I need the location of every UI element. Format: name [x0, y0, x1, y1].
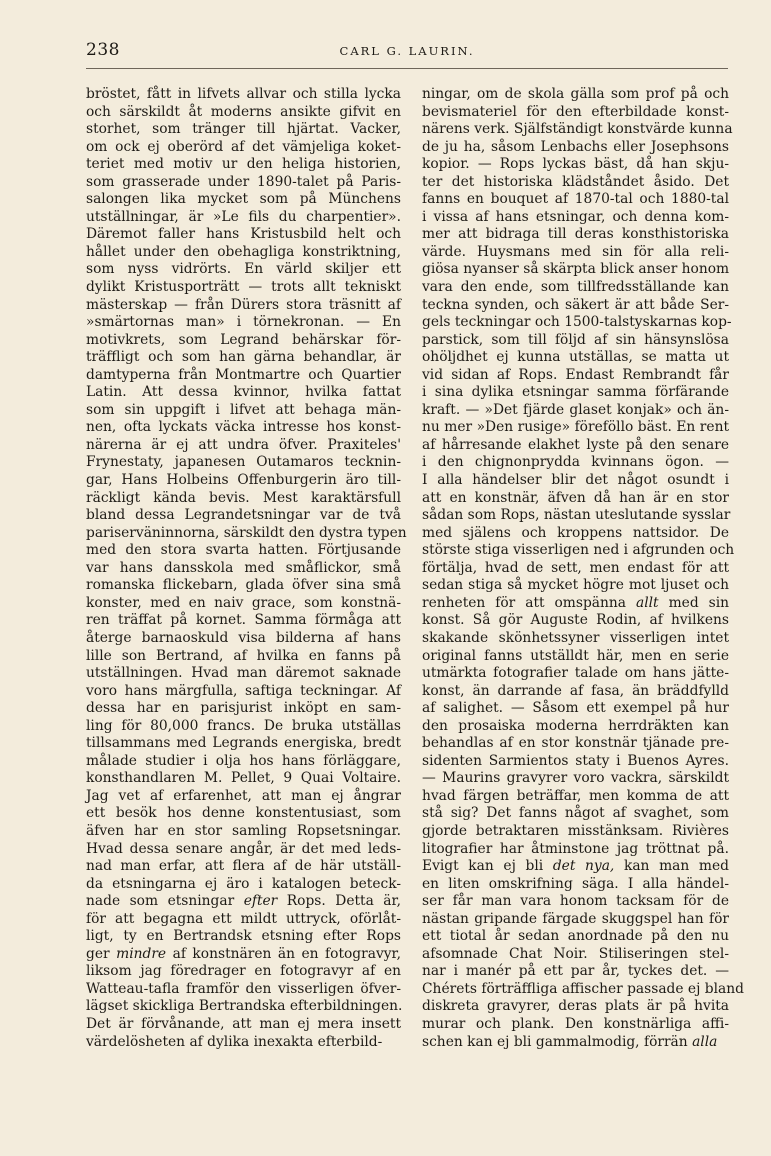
text-line: parstick, som till följd af sin hänsynslösa	[422, 331, 729, 348]
text-line: Watteau-tafla framför den visserligen öfver-	[86, 980, 401, 997]
text-line: tillsammans med Legrands energiska, bredt	[86, 735, 401, 752]
text-line: damtyperna från Montmartre och Quartier	[86, 366, 401, 383]
text-line: ett tiotal år sedan anordnade på den nu	[422, 928, 729, 945]
text-line: bevismateriel för den efterbildade konst-	[422, 103, 729, 120]
text-line: återge barnaoskuld visa bilderna af hans	[86, 629, 401, 646]
text-line: sedan stiga så mycket högre mot ljuset och	[422, 577, 729, 594]
text-line: voro hans märgfulla, saftiga teckningar. Af	[86, 682, 401, 699]
text-line: i sina dylika etsningar samma förfärande	[422, 384, 729, 401]
text-line: närens verk. Själfständigt konstvärde kunna	[422, 121, 733, 138]
text-fragment: af konstnären än en fotogravyr,	[166, 945, 402, 962]
text-line: nen, ofta lyckats väcka intresse hos konst-	[86, 419, 401, 436]
text-line: förtälja, hvad de sett, men endast för att	[422, 559, 729, 576]
text-line: nar i manér på ett par år, tyckes det. —	[422, 963, 729, 980]
text-line: kopior. — Rops lyckas bäst, då han skju-	[422, 156, 729, 173]
italic-word: det nya,	[552, 858, 615, 875]
text-line: ett besök hos denne konstentusiast, som	[86, 805, 401, 822]
text-line: konst, än darrande af fasa, än bräddfylld	[422, 682, 729, 699]
text-line: utmärkta fotografier talade om hans jätte-	[422, 665, 729, 682]
text-line: murar och plank. Den konstnärliga affi-	[422, 1015, 729, 1032]
text-line: pariserväninnorna, särskildt den dystra typen	[86, 524, 407, 541]
text-line: sidenten Sarmientos staty i Buenos Ayres.	[422, 752, 729, 769]
text-line: stå sig? Det fanns något af svaghet, som	[422, 805, 729, 822]
text-fragment: kan man med	[614, 858, 730, 875]
text-line: räckligt kända bevis. Mest karaktärsfull	[86, 489, 401, 506]
text-line: värde. Huysmans med sin för alla reli-	[422, 243, 729, 260]
text-line: en liten omskrifning säga. I alla händel-	[422, 875, 729, 892]
italic-word: mindre	[116, 945, 167, 962]
text-line: af salighet. — Såsom ett exempel på hur	[422, 700, 729, 717]
text-line: mer att bidraga till deras konsthistoriska	[422, 226, 729, 243]
text-line: gels teckningar och 1500-talstyskarnas kop-	[422, 314, 732, 331]
text-fragment: Rops. Detta är,	[277, 893, 401, 910]
text-line: liksom jag föredrager en fotogravyr af en	[86, 963, 401, 980]
text-line: den prosaiska moderna herrdräkten kan	[422, 717, 729, 734]
header-rule	[86, 68, 728, 69]
text-line: målade studier i olja hos hans förläggare,	[86, 752, 401, 769]
text-line: och särskildt åt moderns ansikte gifvit en	[86, 103, 401, 120]
text-line: nade som etsningar efter Rops. Detta är,	[86, 893, 401, 910]
text-line: som grasserade under 1890-talet på Paris-	[86, 173, 401, 190]
text-line: för att begagna ett mildt uttryck, oförlåt-	[86, 910, 401, 927]
text-line: I alla händelser blir det något osundt i	[422, 472, 729, 489]
text-line: afsomnade Chat Noir. Stiliseringen stel-	[422, 945, 729, 962]
text-line: hållet under den obehagliga konstriktning,	[86, 243, 401, 260]
left-column-text	[86, 86, 407, 1051]
text-line: gar, Hans Holbeins Offenburgerin äro till-	[86, 472, 401, 489]
text-line: Jag vet af erfarenhet, att man ej ångrar	[86, 787, 401, 804]
text-line: ser får man vara honom tacksam för de	[422, 893, 729, 910]
text-line: teriet med motiv ur den heliga historien,	[86, 156, 401, 173]
text-line: Evigt kan ej bli det nya, kan man med	[422, 858, 730, 875]
text-line: ningar, om de skola gälla som prof på och	[422, 86, 729, 102]
text-line: skakande skönhetssyner visserligen intet	[422, 629, 729, 646]
text-line: ohöljdhet ej kunna utställas, se matta ut	[422, 349, 729, 366]
text-line: ger mindre af konstnären än en fotogravyr,	[86, 945, 402, 962]
text-line: af hårresande elakhet lyste på den senare	[422, 436, 729, 453]
text-line: — Maurins gravyrer voro vackra, särskildt	[422, 770, 729, 787]
text-line: dylikt Kristusporträtt — trots allt tekniskt	[86, 279, 401, 296]
text-line: Däremot faller hans Kristusbild helt och	[86, 226, 401, 243]
text-fragment: med sin	[658, 594, 729, 611]
left-column	[86, 86, 407, 1051]
text-line: träffligt och som han gärna behandlar, är	[86, 349, 401, 366]
italic-word: efter	[243, 893, 278, 910]
text-line: original fanns utställdt här, men en serie	[422, 647, 729, 664]
text-line: om ock ej oberörd af det vämjeliga koket-	[86, 138, 401, 155]
text-line: med själens och kroppens nattsidor. De	[422, 524, 729, 541]
text-line: nad man erfar, att flera af de här utställ-	[86, 858, 401, 875]
running-head: CARL G. LAURIN.	[339, 44, 475, 58]
italic-word: alla	[692, 1033, 718, 1050]
text-line: behandlas af en stor konstnär tjänade pre-	[422, 735, 729, 752]
text-line: de ju ha, såsom Lenbachs eller Josephsons	[422, 138, 729, 155]
page-number: 238	[86, 40, 120, 60]
text-line: ter det historiska klädståndet åsido. Det	[422, 173, 729, 190]
text-line: Chérets förträffliga affischer passade ej bland	[422, 980, 744, 997]
text-line: da etsningarna ej äro i katalogen beteck-	[86, 875, 401, 892]
text-line: vara den ende, som tillfredsställande kan	[422, 279, 729, 296]
text-line: var hans dansskola med småflickor, små	[86, 559, 401, 576]
text-line: som sin uppgift i lifvet att behaga män-	[86, 401, 401, 418]
page-header	[86, 40, 728, 64]
text-line: romanska flickebarn, glada öfver sina små	[86, 577, 401, 594]
text-line: gjorde betraktaren misstänksam. Rivières	[422, 822, 729, 839]
text-line: bröstet, fått in lifvets allvar och stilla lycka	[86, 86, 401, 102]
text-line: utställningar, är »Le fils du charpentier».	[86, 208, 401, 225]
text-line: motivkrets, som Legrand behärskar för-	[86, 331, 401, 348]
text-line: Det är förvånande, att man ej mera insett	[86, 1015, 401, 1032]
right-column	[422, 86, 744, 1051]
text-line: bland dessa Legrandetsningar var de två	[86, 507, 401, 524]
text-line: ren träffat på kornet. Samma förmåga att	[86, 612, 401, 629]
text-line: utställningen. Hvad man däremot saknade	[86, 665, 401, 682]
text-line: nästan gripande färgade skuggspel han för	[422, 910, 729, 927]
text-line: att en konstnär, äfven då han är en stor	[422, 489, 729, 506]
text-line: närerna är ej att undra öfver. Praxiteles'	[86, 436, 401, 453]
text-line: lille son Bertrand, af hvilka en fanns på	[86, 647, 401, 664]
right-column-text	[422, 86, 744, 1051]
italic-word: allt	[636, 594, 659, 611]
text-line: dessa har en parisjurist inköpt en sam-	[86, 700, 401, 717]
text-line: i vissa af hans etsningar, och denna kom-	[422, 208, 729, 225]
text-line: som nyss vidrörts. En värld skiljer ett	[86, 261, 401, 278]
text-line: konsthandlaren M. Pellet, 9 Quai Voltaire.	[86, 770, 401, 787]
text-line: renheten för att omspänna allt med sin	[422, 594, 729, 611]
text-line: störste stiga visserligen ned i afgrunden och	[422, 542, 735, 559]
text-line: fanns en bouquet af 1870-tal och 1880-tal	[422, 191, 729, 208]
text-line: konst. Så gör Auguste Rodin, af hvilkens	[422, 612, 729, 629]
text-line: kraft. — »Det fjärde glaset konjak» och än-	[422, 401, 729, 418]
text-line: sådan som Rops, nästan uteslutande sysslar	[422, 507, 731, 524]
text-line: teckna synden, och säkert är att både Ser-	[422, 296, 729, 313]
text-line: konster, med en naiv grace, som konstnä-	[86, 594, 401, 611]
text-line: vid sidan af Rops. Endast Rembrandt får	[422, 366, 729, 383]
text-line: värdelösheten af dylika inexakta efterbild-	[86, 1033, 383, 1050]
text-line: giösa nyanser så skärpta blick anser honom	[422, 261, 730, 278]
text-line: schen kan ej bli gammalmodig, förrän alla	[422, 1033, 718, 1050]
text-line: i den chignonprydda kvinnans ögon. —	[422, 454, 729, 471]
text-line: äfven har en stor samling Ropsetsningar.	[86, 822, 401, 839]
text-line: storhet, som tränger till hjärtat. Vacker,	[86, 121, 401, 138]
text-line: Latin. Att dessa kvinnor, hvilka fattat	[86, 384, 401, 401]
text-line: litografier har åtminstone jag tröttnat på.	[422, 840, 729, 857]
text-line: ling för 80,000 francs. De bruka utställas	[86, 717, 401, 734]
text-line: Frynestaty, japanesen Outamaros tecknin-	[86, 454, 401, 471]
text-line: Hvad dessa senare angår, är det med leds-	[86, 840, 401, 857]
text-line: lägset skickliga Bertrandska efterbildningen.	[86, 998, 403, 1015]
text-line: mästerskap — från Dürers stora träsnitt af	[86, 296, 401, 313]
text-line: »smärtornas man» i törnekronan. — En	[86, 314, 401, 331]
text-line: hvad färgen beträffar, men komma de att	[422, 787, 729, 804]
text-line: med den stora svarta hatten. Förtjusande	[86, 542, 401, 559]
text-line: nu mer »Den rusige» föreföllo bäst. En rent	[422, 419, 729, 436]
text-line: salongen lika mycket som på Münchens	[86, 191, 401, 208]
text-line: ligt, ty en Bertrandsk etsning efter Rops	[86, 928, 401, 945]
text-line: diskreta gravyrer, deras plats är på hvita	[422, 998, 729, 1015]
